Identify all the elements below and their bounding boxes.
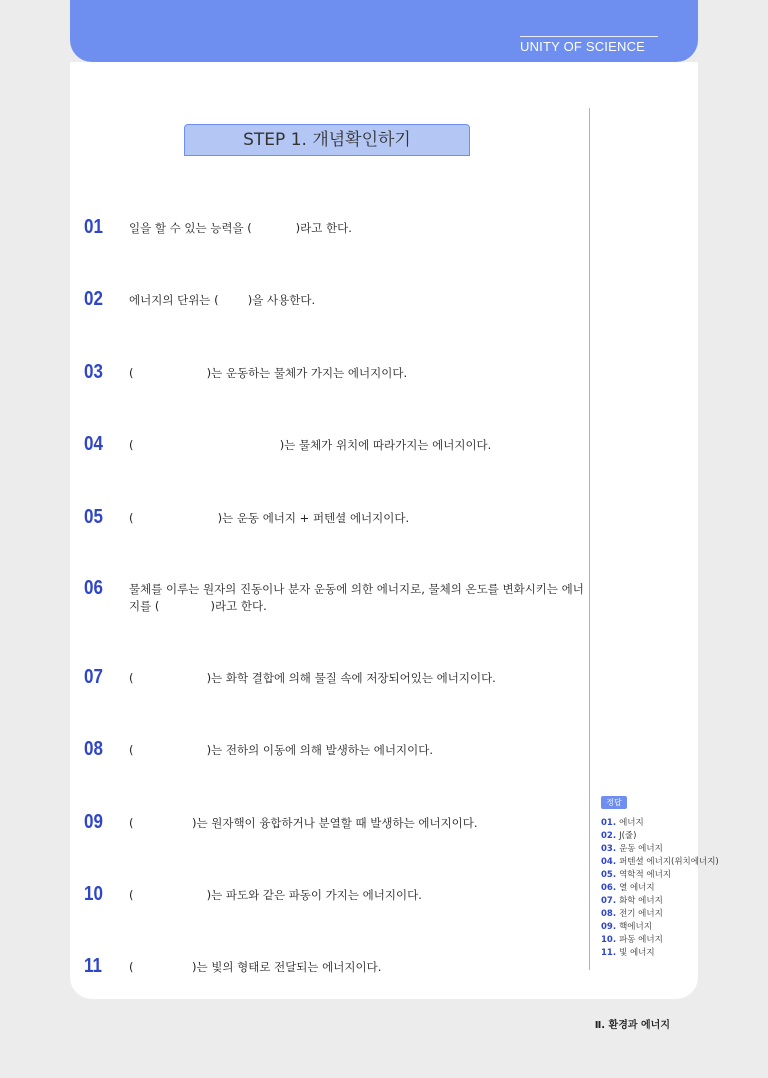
answer-item xyxy=(601,921,761,934)
answer-number: 06. xyxy=(601,883,617,893)
question-number: 01 xyxy=(84,216,103,238)
question-text: ( )는 원자핵이 융합하거나 분열할 때 발생하는 에너지이다. xyxy=(129,816,478,830)
answer-text: 파동 에너지 xyxy=(619,935,663,945)
column-divider xyxy=(589,108,590,970)
answer-item xyxy=(601,856,761,869)
answer-number: 09. xyxy=(601,922,617,932)
answer-text: 운동 에너지 xyxy=(619,844,663,854)
question-number: 02 xyxy=(84,288,103,310)
answer-item xyxy=(601,947,761,960)
question-number: 08 xyxy=(84,738,103,760)
answer-text: 역학적 에너지 xyxy=(619,870,672,880)
answer-text: 열 에너지 xyxy=(619,883,655,893)
question-text: ( )는 운동 에너지 + 퍼텐셜 에너지이다. xyxy=(129,511,410,525)
question-number: 11 xyxy=(84,955,102,977)
question-number: 10 xyxy=(84,883,103,905)
answer-number: 07. xyxy=(601,896,617,906)
header-title: UNITY OF SCIENCE xyxy=(520,39,646,54)
answer-number: 05. xyxy=(601,870,617,880)
answer-item xyxy=(601,869,761,882)
answer-number: 11. xyxy=(601,948,617,958)
answer-number: 04. xyxy=(601,857,617,867)
answer-item xyxy=(601,895,761,908)
answer-item xyxy=(601,882,761,895)
answer-text: 에너지 xyxy=(619,818,644,828)
question-number: 09 xyxy=(84,811,103,833)
answer-number: 01. xyxy=(601,818,617,828)
chapter-footer: Ⅱ. 환경과 에너지 xyxy=(594,1020,670,1031)
question-number: 03 xyxy=(84,361,103,383)
answer-item xyxy=(601,817,761,830)
answer-text: 퍼텐셜 에너지(위치에너지) xyxy=(619,857,719,867)
answer-text: J(줄) xyxy=(619,831,637,841)
header-rule xyxy=(520,36,658,37)
question-text: ( )는 물체가 위치에 따라가지는 에너지이다. xyxy=(129,438,492,452)
answer-number: 08. xyxy=(601,909,617,919)
answer-text: 핵에너지 xyxy=(619,922,652,932)
question-text: 에너지의 단위는 ( )을 사용한다. xyxy=(129,293,316,307)
question-text: 물체를 이루는 원자의 진동이나 분자 운동에 의한 에너지로, 물체의 온도를 변화시키는 에너 지를 ( )라고 한다. xyxy=(129,582,584,613)
answer-item xyxy=(601,908,761,921)
question-text: ( )는 파도와 같은 파동이 가지는 에너지이다. xyxy=(129,888,422,902)
question-number: 04 xyxy=(84,433,103,455)
question-text: ( )는 빛의 형태로 전달되는 에너지이다. xyxy=(129,960,382,974)
question-text: ( )는 화학 결합에 의해 물질 속에 저장되어있는 에너지이다. xyxy=(129,671,496,685)
question-number: 07 xyxy=(84,666,103,688)
answer-text: 전기 에너지 xyxy=(619,909,663,919)
answer-text: 화학 에너지 xyxy=(619,896,663,906)
question-text: 일을 할 수 있는 능력을 ( )라고 한다. xyxy=(129,221,352,235)
answer-item xyxy=(601,843,761,856)
answer-text: 빛 에너지 xyxy=(619,948,655,958)
answer-list xyxy=(601,817,761,960)
answer-number: 10. xyxy=(601,935,617,945)
answer-number: 03. xyxy=(601,844,617,854)
question-number: 06 xyxy=(84,577,103,599)
question-text: ( )는 전하의 이동에 의해 발생하는 에너지이다. xyxy=(129,743,433,757)
answer-number: 02. xyxy=(601,831,617,841)
step-title: STEP 1. 개념확인하기 xyxy=(184,124,470,156)
question-number: 05 xyxy=(84,506,103,528)
answer-item xyxy=(601,830,761,843)
answer-item xyxy=(601,934,761,947)
answers-badge: 정답 xyxy=(601,796,627,809)
question-text: ( )는 운동하는 물체가 가지는 에너지이다. xyxy=(129,366,408,380)
